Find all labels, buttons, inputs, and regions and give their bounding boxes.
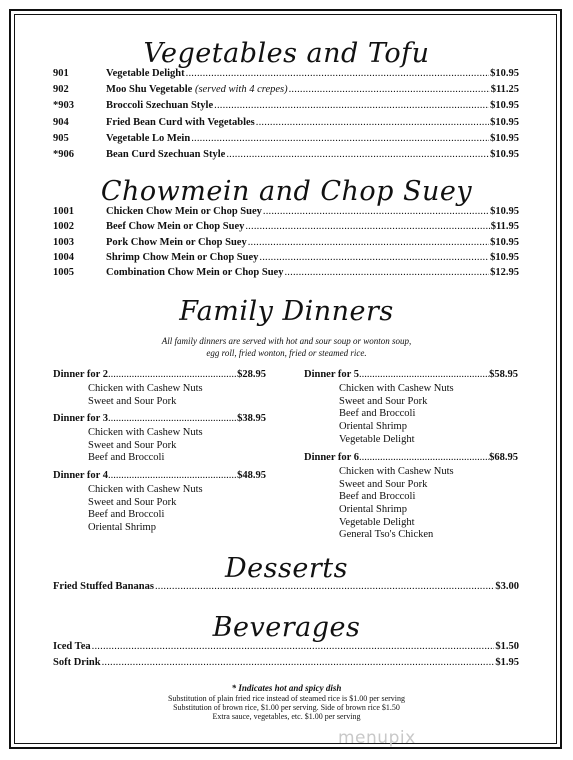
item-name-text: Combination Chow Mein or Chop Suey	[106, 267, 284, 279]
family-dinner-item: Sweet and Sour Pork	[339, 395, 428, 407]
family-dinner-item: Sweet and Sour Pork	[88, 395, 177, 407]
chow-row	[53, 237, 519, 252]
item-name-text: Vegetable Delight	[106, 68, 185, 79]
family-dinner-item: Oriental Shrimp	[339, 504, 407, 516]
item-price: $10.95	[490, 251, 519, 263]
item-name	[106, 149, 225, 160]
family-dinner-item: Chicken with Cashew Nuts	[339, 383, 454, 394]
dot-leader	[186, 68, 489, 79]
chow-row	[53, 221, 519, 236]
family-dinner-block	[53, 470, 266, 535]
item-name-text: Soft Drink	[53, 656, 101, 668]
family-dinner-header	[304, 452, 518, 466]
item-name-text: Moo Shu Vegetable	[106, 84, 195, 96]
item-price: $1.95	[495, 656, 519, 668]
item-price: $10.95	[490, 68, 519, 79]
family-dinner-header	[53, 369, 266, 383]
footer-spicy-note: * Indicates hot and spicy dish	[231, 683, 342, 693]
dot-leader	[263, 206, 489, 217]
footer-substitution-line3: Extra sauce, vegetables, etc. $1.00 per serving	[212, 712, 361, 721]
veg-row	[53, 133, 519, 148]
item-name	[53, 641, 91, 652]
family-dinners-note-line2: egg roll, fried wonton, fried or steamed rice.	[206, 348, 367, 358]
family-dinner-label: Dinner for 4	[53, 470, 109, 481]
item-name	[106, 267, 283, 278]
veg-row	[53, 117, 519, 132]
dot-leader	[102, 657, 495, 668]
dot-leader	[359, 369, 489, 380]
veg-row	[53, 68, 519, 83]
item-number: 1001	[53, 206, 74, 217]
dot-leader	[245, 221, 489, 232]
family-dinner-item: General Tso's Chicken	[339, 529, 434, 541]
footer-substitution-line2: Substitution of brown rice, $1.00 per serving. Side of brown rice $1.50	[173, 703, 400, 712]
family-dinner-item: Oriental Shrimp	[339, 421, 407, 433]
family-dinner-item: Sweet and Sour Pork	[88, 439, 177, 451]
dot-leader	[108, 470, 237, 481]
family-dinner-item: Chicken with Cashew Nuts	[339, 466, 454, 477]
item-number: 1002	[53, 221, 74, 233]
item-price: $11.25	[490, 84, 519, 96]
family-dinner-item: Chicken with Cashew Nuts	[88, 484, 203, 495]
section-title-vegetables-tofu: Vegetables and Tofu	[143, 38, 430, 69]
family-dinner-price: $48.95	[237, 470, 266, 481]
item-number: *906	[53, 149, 74, 160]
item-name	[106, 100, 213, 111]
item-number: 905	[53, 132, 69, 144]
dot-leader	[191, 133, 489, 144]
item-name	[53, 657, 101, 668]
family-dinner-item: Beef and Broccoli	[339, 408, 416, 420]
item-name-text: Bean Curd Szechuan Style	[106, 149, 226, 160]
family-dinner-label: Dinner for 3	[53, 413, 109, 424]
family-dinner-label: Dinner for 6	[304, 452, 360, 463]
item-name-text: Broccoli Szechuan Style	[106, 100, 214, 112]
dot-leader	[226, 149, 489, 160]
item-price: $1.50	[495, 641, 519, 652]
item-name	[106, 84, 288, 95]
family-dinner-header	[304, 369, 518, 383]
dot-leader	[359, 452, 489, 463]
family-dinner-block	[304, 452, 518, 542]
item-number: 1004	[53, 251, 74, 263]
family-dinner-item: Chicken with Cashew Nuts	[88, 427, 203, 438]
family-dinner-block	[53, 413, 266, 465]
dot-leader	[108, 369, 237, 380]
family-dinner-header	[53, 470, 266, 484]
item-price: $3.00	[495, 581, 519, 592]
item-price: $10.95	[490, 236, 519, 248]
desserts-row	[53, 581, 519, 596]
dot-leader	[289, 84, 490, 95]
item-number: *903	[53, 100, 74, 112]
item-name	[106, 252, 258, 263]
family-dinner-price: $58.95	[489, 369, 518, 380]
menupix-watermark: menupix	[338, 728, 416, 748]
item-name-text: Fried Stuffed Bananas	[53, 581, 154, 592]
beverages-row	[53, 641, 519, 656]
section-title-chowmein: Chowmein and Chop Suey	[100, 176, 473, 207]
item-number: 902	[53, 84, 69, 96]
section-title-desserts: Desserts	[225, 553, 348, 584]
family-dinner-price: $28.95	[237, 369, 266, 380]
item-name-text: Vegetable Lo Mein	[106, 132, 191, 144]
chow-row	[53, 267, 519, 282]
item-name-text: Beef Chow Mein or Chop Suey	[106, 221, 245, 233]
veg-row	[53, 84, 519, 99]
item-name	[106, 68, 185, 79]
dot-leader	[92, 641, 495, 652]
item-name-text: Pork Chow Mein or Chop Suey	[106, 236, 247, 248]
family-dinner-item: Vegetable Delight	[339, 433, 415, 445]
item-note: (served with 4 crepes)	[194, 84, 288, 96]
dot-leader	[155, 581, 494, 592]
item-name-text: Iced Tea	[53, 641, 91, 652]
family-dinner-item: Oriental Shrimp	[88, 522, 156, 534]
dot-leader	[108, 413, 237, 424]
item-name	[53, 581, 154, 592]
family-dinner-item: Sweet and Sour Pork	[339, 478, 428, 490]
item-price: $12.95	[490, 267, 519, 279]
item-price: $10.95	[490, 132, 519, 144]
family-dinner-item: Sweet and Sour Pork	[88, 496, 177, 508]
section-title-beverages: Beverages	[212, 612, 361, 643]
family-dinner-item: Beef and Broccoli	[88, 509, 165, 521]
veg-row	[53, 100, 519, 115]
footer-substitution-line1: Substitution of plain fried rice instead of steamed rice is $1.00 per serving	[167, 694, 406, 703]
item-price: $10.95	[490, 116, 519, 128]
item-number: 1005	[53, 267, 74, 279]
item-number: 1003	[53, 236, 74, 248]
item-name	[106, 221, 244, 232]
item-price: $11.95	[490, 221, 519, 233]
beverages-row	[53, 657, 519, 672]
dot-leader	[256, 117, 489, 128]
dot-leader	[214, 100, 489, 111]
family-dinner-block	[304, 369, 518, 446]
family-dinner-item: Beef and Broccoli	[339, 491, 416, 503]
item-price: $10.95	[490, 100, 519, 112]
family-dinners-note-line1: All family dinners are served with hot and sour soup or wonton soup,	[161, 336, 412, 346]
family-dinner-label: Dinner for 5	[304, 369, 360, 380]
family-dinner-label: Dinner for 2	[53, 369, 109, 380]
dot-leader	[259, 252, 489, 263]
item-name	[106, 206, 262, 217]
chow-row	[53, 252, 519, 267]
item-name-text: Fried Bean Curd with Vegetables	[106, 116, 255, 128]
dot-leader	[284, 267, 489, 278]
family-dinner-block	[53, 369, 266, 408]
family-dinner-header	[53, 413, 266, 427]
chow-row	[53, 206, 519, 221]
item-name-text: Chicken Chow Mein or Chop Suey	[106, 206, 262, 217]
item-number: 904	[53, 116, 69, 128]
item-name-text: Shrimp Chow Mein or Chop Suey	[106, 251, 259, 263]
item-number: 901	[53, 68, 69, 79]
item-name	[106, 237, 247, 248]
dot-leader	[248, 237, 489, 248]
family-dinner-item: Beef and Broccoli	[88, 452, 165, 464]
item-price: $10.95	[490, 149, 519, 160]
item-name	[106, 117, 255, 128]
family-dinner-item: Chicken with Cashew Nuts	[88, 383, 203, 394]
item-price: $10.95	[490, 206, 519, 217]
family-dinner-price: $38.95	[237, 413, 266, 424]
veg-row	[53, 149, 519, 164]
item-name	[106, 133, 190, 144]
family-dinner-price: $68.95	[489, 452, 518, 463]
family-dinner-item: Vegetable Delight	[339, 516, 415, 528]
section-title-family-dinners: Family Dinners	[179, 296, 394, 327]
